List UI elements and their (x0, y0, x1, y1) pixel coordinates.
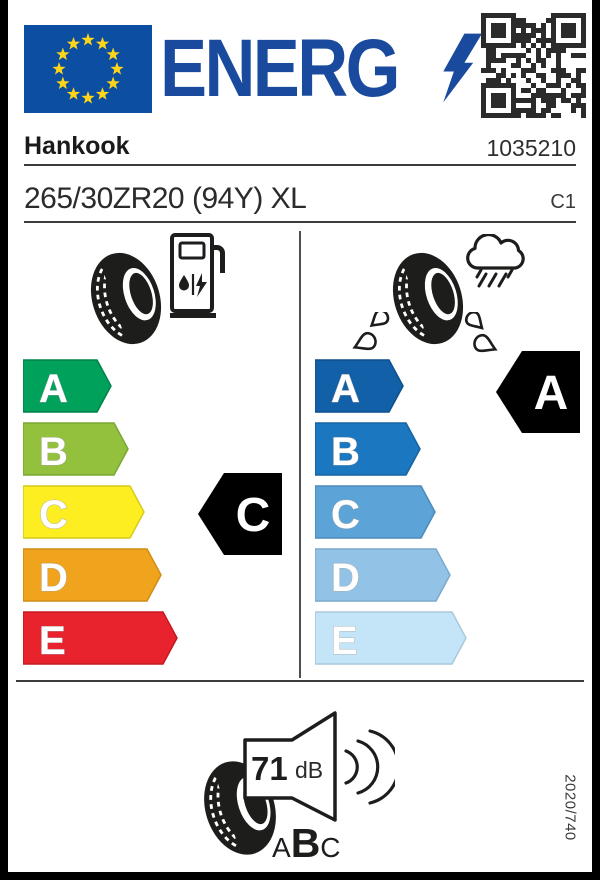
fuel-grade-letter-c: C (39, 493, 68, 537)
divider-brand (24, 164, 576, 166)
frame-left (0, 0, 8, 880)
wet-grade-letter-b: B (331, 430, 360, 474)
wet-rating-letter: A (533, 367, 569, 420)
noise-class-c: C (320, 832, 341, 863)
tire-icon (84, 248, 168, 349)
wet-grade-scale (315, 358, 475, 668)
eu-flag-icon (24, 25, 152, 113)
speaker-icon (243, 711, 395, 825)
fuel-grade-letter-b: B (39, 430, 68, 474)
wet-rating-indicator (496, 351, 580, 433)
lightning-bolt-icon (438, 30, 482, 106)
fuel-pump-icon (170, 233, 228, 321)
noise-class-scale (272, 820, 341, 867)
noise-class-a: A (272, 832, 291, 863)
divider-noise (16, 680, 584, 682)
article-number: 1035210 (486, 135, 576, 161)
fuel-rating-indicator (198, 473, 282, 555)
frame-right (592, 0, 600, 880)
wet-grade-letter-e: E (331, 619, 358, 663)
divider-size (24, 221, 576, 223)
tyre-size: 265/30ZR20 (94Y) XL (24, 182, 307, 215)
fuel-rating-letter: C (235, 489, 271, 542)
sound-waves-icon (346, 731, 395, 803)
frame-bottom (0, 872, 600, 880)
brand-name: Hankook (24, 132, 130, 160)
regulation-number: 2020/740 (561, 774, 579, 841)
noise-value: 71 (251, 750, 288, 787)
divider-columns (299, 231, 301, 678)
tyre-class: C1 (550, 191, 576, 213)
qr-code (481, 13, 586, 118)
fuel-grade-letter-a: A (39, 367, 68, 411)
fuel-grade-letter-e: E (39, 619, 66, 663)
rain-cloud-icon (460, 234, 532, 298)
wet-grade-letter-a: A (331, 367, 360, 411)
wet-grade-letter-d: D (331, 556, 360, 600)
energ-wordmark: ENERG (160, 23, 398, 114)
wet-grade-letter-c: C (331, 493, 360, 537)
fuel-grade-letter-d: D (39, 556, 68, 600)
noise-class-b: B (290, 820, 321, 866)
noise-unit: dB (295, 757, 324, 783)
fuel-grade-scale (23, 358, 183, 668)
